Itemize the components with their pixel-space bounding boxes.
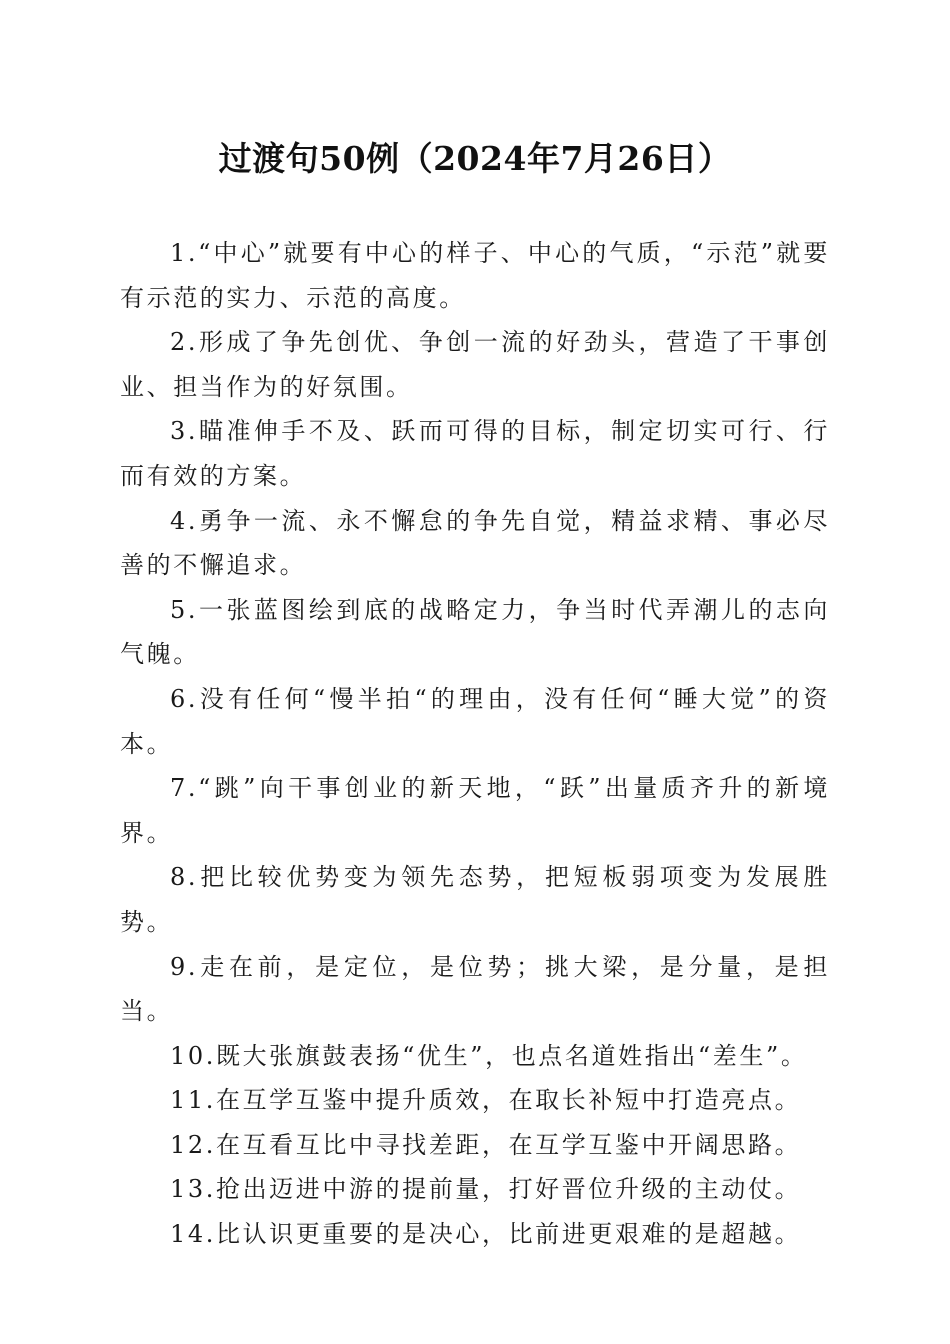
- list-item: 9.走在前，是定位，是位势；挑大梁，是分量，是担当。: [120, 952, 830, 1026]
- document-title: 过渡句50例（2024年7月26日）: [218, 139, 732, 178]
- list-item: 4.勇争一流、永不懈怠的争先自觉，精益求精、事必尽善的不懈追求。: [120, 506, 830, 580]
- list-item: 13.抢出迈进中游的提前量，打好晋位升级的主动仗。: [170, 1175, 802, 1204]
- list-item: 2.形成了争先创优、争创一流的好劲头，营造了干事创业、担当作为的好氛围。: [120, 328, 830, 401]
- document-body: [120, 231, 830, 1257]
- list-item: 3.瞄准伸手不及、跃而可得的目标，制定切实可行、行而有效的方案。: [120, 417, 830, 490]
- list-item: 11.在互学互鉴中提升质效，在取长补短中打造亮点。: [170, 1086, 802, 1115]
- list-item: 8.把比较优势变为领先态势，把短板弱项变为发展胜势。: [120, 863, 830, 936]
- list-item: 10.既大张旗鼓表扬“优生”，也点名道姓指出“差生”。: [170, 1041, 808, 1070]
- list-item: 5.一张蓝图绘到底的战略定力，争当时代弄潮儿的志向气魄。: [120, 595, 830, 669]
- list-item: 12.在互看互比中寻找差距，在互学互鉴中开阔思路。: [170, 1130, 802, 1159]
- list-item: 14.比认识更重要的是决心，比前进更艰难的是超越。: [170, 1220, 802, 1249]
- list-item: 6.没有任何“慢半拍“的理由，没有任何“睡大觉”的资本。: [120, 684, 830, 758]
- list-item: 7.“跳”向干事创业的新天地，“跃”出量质齐升的新境界。: [120, 774, 830, 847]
- list-item: 1.“中心”就要有中心的样子、中心的气质，“示范”就要有示范的实力、示范的高度。: [120, 239, 830, 312]
